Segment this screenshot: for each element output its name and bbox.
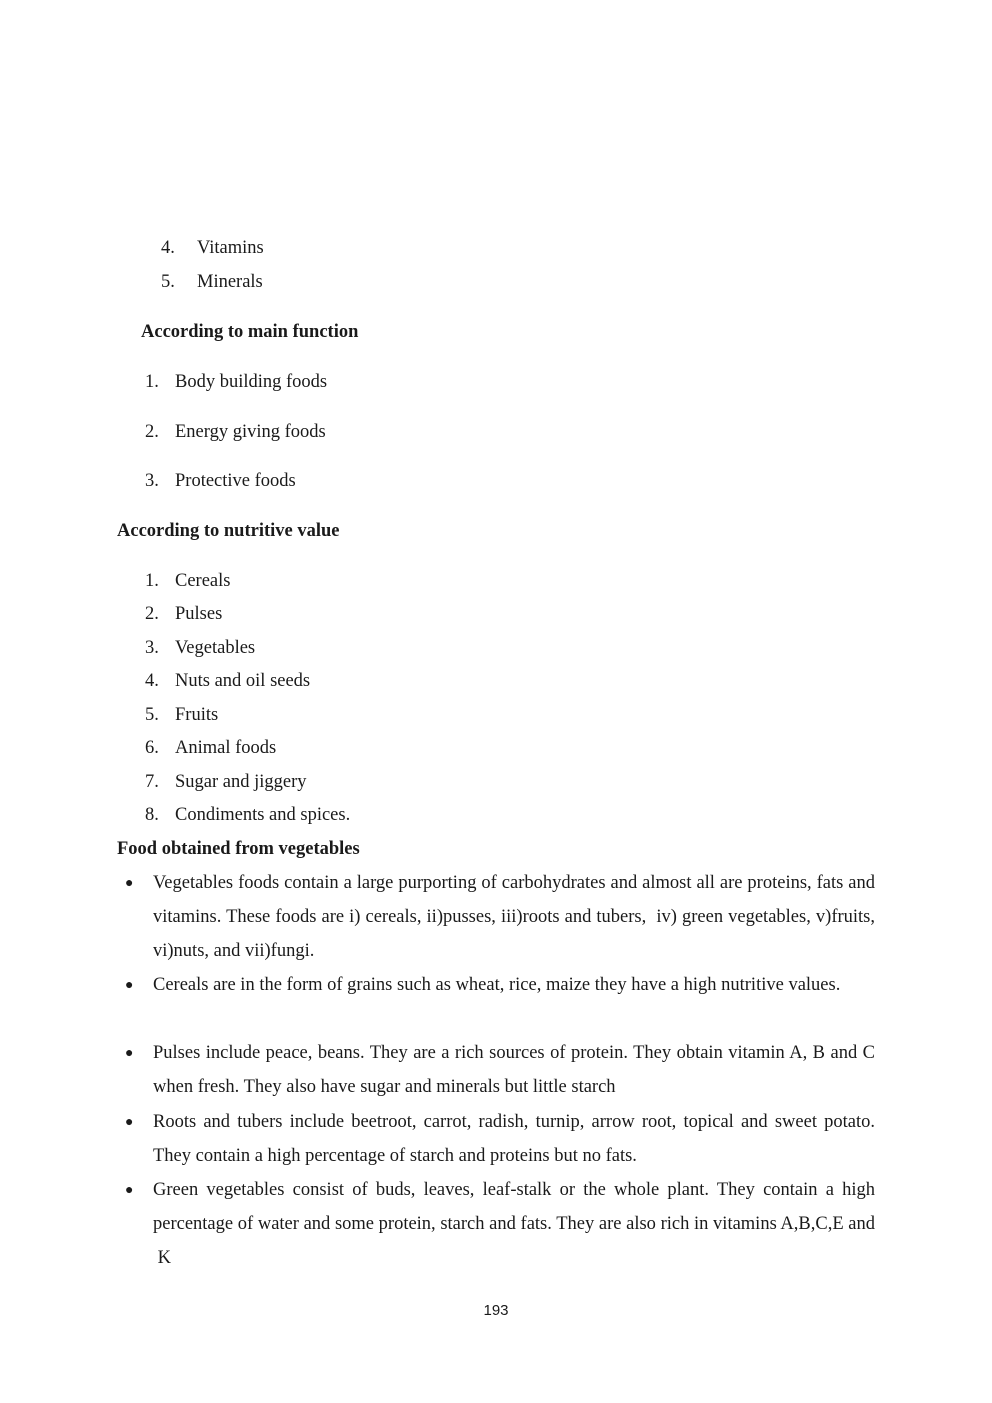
list-item: Vegetables — [175, 638, 256, 658]
list-item: Condiments and spices. — [175, 805, 351, 825]
list-item: Sugar and jiggery — [175, 772, 307, 792]
list-number: 4. — [161, 238, 175, 258]
list-item: Vitamins — [197, 238, 264, 258]
list-number: 8. — [145, 805, 159, 825]
bullet-icon: ● — [125, 876, 134, 891]
list-number: 1. — [145, 571, 159, 591]
bullet-icon: ● — [125, 1115, 134, 1130]
section-heading: Food obtained from vegetables — [117, 839, 360, 859]
bullet-icon: ● — [125, 1183, 134, 1198]
list-number: 5. — [145, 705, 159, 725]
bullet-paragraph: Vegetables foods contain a large purporting of carbohydrates and almost all are proteins, fats and vitamins. These foods are i) cereals, ii)pusses, iii)roots and tubers, iv) green vegetables, v)fruits, vi)nuts, and vii)fungi. — [153, 873, 875, 961]
section-heading: According to nutritive value — [117, 521, 340, 541]
list-item: Nuts and oil seeds — [175, 671, 311, 691]
list-item: Pulses — [175, 604, 223, 624]
list-item: Cereals — [175, 571, 231, 591]
bullet-paragraph: Roots and tubers include beetroot, carrot, radish, turnip, arrow root, topical and sweet potato. They contain a high percentage of starch and proteins but no fats. — [153, 1112, 875, 1166]
list-number: 5. — [161, 272, 175, 292]
bullet-paragraph: Pulses include peace, beans. They are a rich sources of protein. They obtain vitamin A, B and C when fresh. They also have sugar and minerals but little starch — [153, 1043, 875, 1097]
list-item: Protective foods — [175, 471, 296, 491]
list-number: 2. — [145, 604, 159, 624]
section-heading: According to main function — [141, 322, 359, 342]
list-item: Fruits — [175, 705, 219, 725]
list-item: Body building foods — [175, 372, 328, 392]
list-number: 7. — [145, 772, 159, 792]
page-number: 193 — [483, 1302, 509, 1319]
list-number: 1. — [145, 372, 159, 392]
bullet-icon: ● — [125, 978, 134, 993]
list-number: 2. — [145, 422, 159, 442]
list-number: 3. — [145, 471, 159, 491]
list-item: Animal foods — [175, 738, 277, 758]
list-number: 6. — [145, 738, 159, 758]
bullet-paragraph: Green vegetables consist of buds, leaves, leaf-stalk or the whole plant. They contain a high percentage of water and some protein, starch and fats. They are also rich in vitamins A,B,C,E and K — [153, 1180, 875, 1268]
list-number: 4. — [145, 671, 159, 691]
list-item: Energy giving foods — [175, 422, 326, 442]
list-number: 3. — [145, 638, 159, 658]
list-item: Minerals — [197, 272, 263, 292]
bullet-paragraph: Cereals are in the form of grains such as wheat, rice, maize they have a high nutritive values. — [153, 975, 841, 995]
bullet-icon: ● — [125, 1046, 134, 1061]
